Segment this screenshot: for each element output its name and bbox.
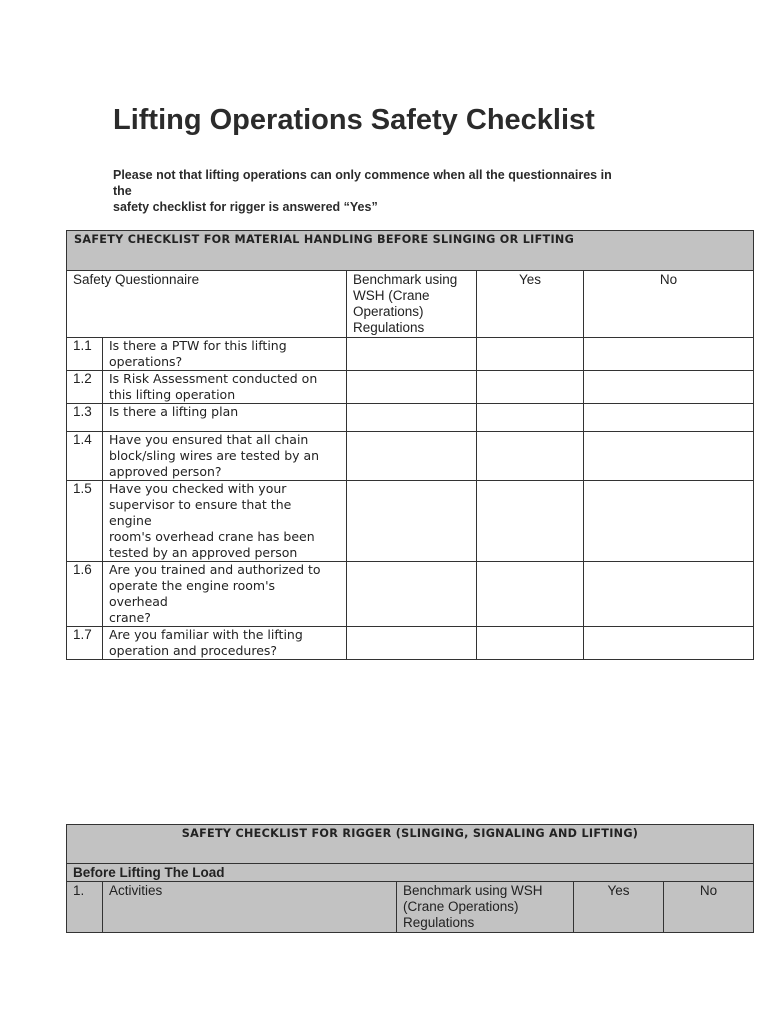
yes-cell[interactable]	[477, 627, 584, 660]
question-line: approved person?	[109, 464, 222, 479]
row-question	[103, 338, 347, 371]
question-line: engine	[109, 513, 152, 528]
question-line: Are you familiar with the lifting	[109, 627, 303, 642]
yes-cell[interactable]	[477, 404, 584, 432]
benchmark-line: Regulations	[403, 915, 475, 930]
question-line: this lifting operation	[109, 387, 236, 402]
column-header-yes: Yes	[574, 882, 664, 933]
page-title: Lifting Operations Safety Checklist	[113, 104, 595, 136]
row-question	[103, 371, 347, 404]
benchmark-cell[interactable]	[347, 432, 477, 481]
no-cell[interactable]	[584, 338, 754, 371]
table-row	[67, 627, 754, 660]
material-handling-checklist-table	[66, 230, 754, 660]
table-row	[67, 481, 754, 562]
yes-cell[interactable]	[477, 432, 584, 481]
row-number: 1.7	[67, 627, 103, 660]
benchmark-line: Benchmark using	[353, 272, 458, 287]
table-row	[67, 562, 754, 627]
row-question	[103, 432, 347, 481]
table-heading: SAFETY CHECKLIST FOR MATERIAL HANDLING BEFORE SLINGING OR LIFTING	[67, 231, 754, 271]
column-header-benchmark	[397, 882, 574, 933]
row-question	[103, 627, 347, 660]
yes-cell[interactable]	[477, 338, 584, 371]
benchmark-line: (Crane Operations)	[403, 899, 519, 914]
table-row	[67, 371, 754, 404]
column-header-benchmark	[347, 271, 477, 338]
benchmark-cell[interactable]	[347, 627, 477, 660]
intro-note	[113, 167, 648, 215]
table-row	[67, 404, 754, 432]
question-line: operation and procedures?	[109, 643, 278, 658]
row-question	[103, 481, 347, 562]
no-cell[interactable]	[584, 481, 754, 562]
row-number: 1.1	[67, 338, 103, 371]
row-number: 1.4	[67, 432, 103, 481]
benchmark-line: WSH (Crane	[353, 288, 430, 303]
section-subheading: Before Lifting The Load	[67, 864, 754, 882]
benchmark-cell[interactable]	[347, 338, 477, 371]
rigger-checklist-table	[66, 824, 754, 933]
benchmark-line: Operations)	[353, 304, 424, 319]
benchmark-cell[interactable]	[347, 371, 477, 404]
table-row	[67, 338, 754, 371]
question-line: operations?	[109, 354, 183, 369]
question-line: Are you trained and authorized to	[109, 562, 321, 577]
no-cell[interactable]	[584, 562, 754, 627]
question-line: Have you ensured that all chain	[109, 432, 309, 447]
question-line: supervisor to ensure that the	[109, 497, 292, 512]
yes-cell[interactable]	[477, 562, 584, 627]
question-line: Is there a lifting plan	[109, 404, 239, 419]
column-header-no: No	[584, 271, 754, 338]
benchmark-cell[interactable]	[347, 562, 477, 627]
column-header-activities: Activities	[103, 882, 397, 933]
row-number: 1.3	[67, 404, 103, 432]
no-cell[interactable]	[584, 404, 754, 432]
intro-line: Please not that lifting operations can only commence when all the questionnaires in	[113, 168, 612, 182]
row-number: 1.5	[67, 481, 103, 562]
intro-line: the	[113, 184, 132, 198]
column-header-questionnaire: Safety Questionnaire	[67, 271, 347, 338]
column-header-no: No	[664, 882, 754, 933]
benchmark-cell[interactable]	[347, 481, 477, 562]
yes-cell[interactable]	[477, 371, 584, 404]
intro-line: safety checklist for rigger is answered “Yes”	[113, 200, 378, 214]
question-line: Is Risk Assessment conducted on	[109, 371, 318, 386]
no-cell[interactable]	[584, 432, 754, 481]
table-heading: SAFETY CHECKLIST FOR RIGGER (SLINGING, SIGNALING AND LIFTING)	[67, 825, 754, 864]
column-header-yes: Yes	[477, 271, 584, 338]
row-number: 1.2	[67, 371, 103, 404]
question-line: overhead	[109, 594, 168, 609]
no-cell[interactable]	[584, 371, 754, 404]
benchmark-line: Benchmark using WSH	[403, 883, 543, 898]
question-line: room's overhead crane has been	[109, 529, 315, 544]
question-line: Is there a PTW for this lifting	[109, 338, 287, 353]
yes-cell[interactable]	[477, 481, 584, 562]
table-row	[67, 432, 754, 481]
row-question	[103, 562, 347, 627]
benchmark-cell[interactable]	[347, 404, 477, 432]
question-line: operate the engine room's	[109, 578, 276, 593]
no-cell[interactable]	[584, 627, 754, 660]
question-line: block/sling wires are tested by an	[109, 448, 320, 463]
row-question	[103, 404, 347, 432]
question-line: Have you checked with your	[109, 481, 287, 496]
question-line: crane?	[109, 610, 151, 625]
benchmark-line: Regulations	[353, 320, 425, 335]
row-number: 1.6	[67, 562, 103, 627]
column-header-number: 1.	[67, 882, 103, 933]
question-line: tested by an approved person	[109, 545, 298, 560]
